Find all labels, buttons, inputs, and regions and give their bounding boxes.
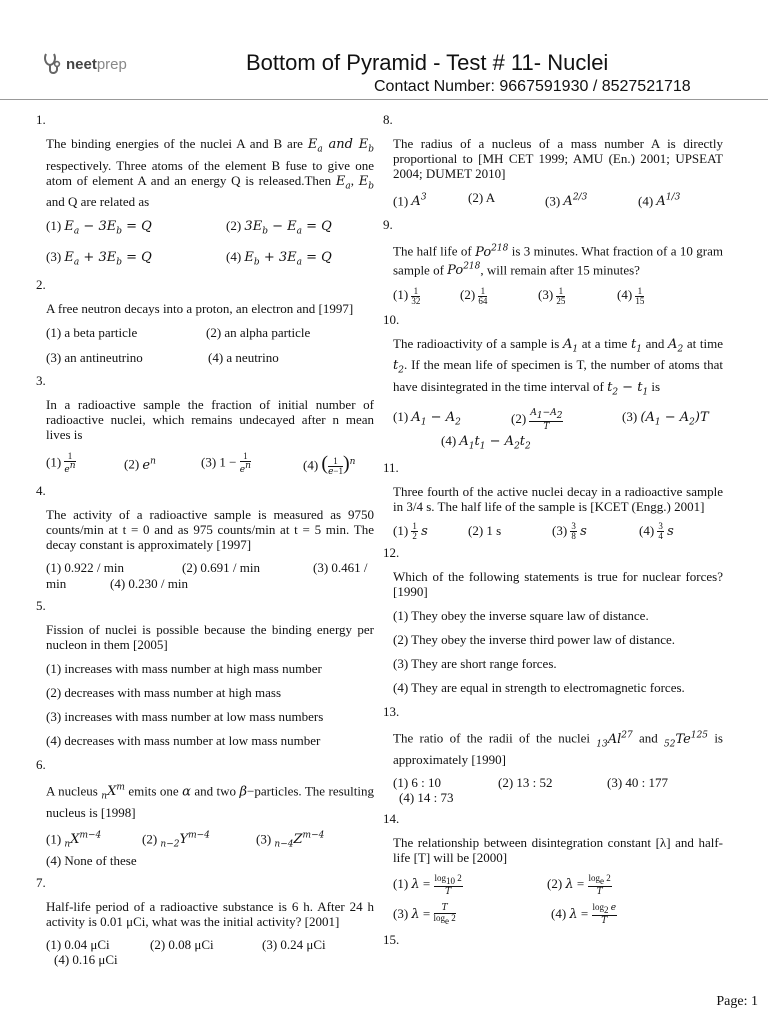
question-number: 7. <box>36 874 46 890</box>
question-number: 10. <box>383 311 400 327</box>
question-number: 14. <box>383 811 400 827</box>
logo-word-prep: prep <box>96 55 127 73</box>
option-1[interactable]: (1) They obey the inverse square law of distance. <box>393 608 649 624</box>
question-number: 5. <box>36 597 46 613</box>
question-number: 8. <box>383 112 393 127</box>
question-text: Half-life period of a radioactive substance is 6 h. After 24 h activity is 0.01 μCi, what was the initial activity? [2001] <box>46 898 374 929</box>
option-1[interactable]: (1) $A_1 - A_2$ <box>393 409 461 428</box>
option-3[interactable]: (3) $_{n-4}Z^{m-4}$ <box>256 830 325 850</box>
option-2[interactable]: (2) $3E_b - E_a = Q$ <box>226 218 332 237</box>
option-3[interactable]: (3) They are short range forces. <box>393 656 557 672</box>
option-2[interactable]: (2) decreases with mass number at high mass <box>46 684 282 700</box>
question-text: The radioactivity of a sample is $A_1$ at a time $t_1$ and $A_2$ at time $t_2$. If the mean life of specimen is T, the number of atoms that have disintegrated in the time interval of $t_2 - t_1$ is <box>393 335 723 398</box>
option-2[interactable]: (2) an alpha particle <box>206 325 311 341</box>
right-column <box>383 106 723 949</box>
option-2[interactable]: (2) λ = $\frac{\log_e 2}{T}$ <box>547 872 611 897</box>
question-number: 13. <box>383 704 400 720</box>
page-title: Bottom of Pyramid - Test # 11- Nuclei <box>246 50 609 75</box>
question-3 <box>36 372 374 476</box>
question-number: 9. <box>383 217 393 233</box>
option-4[interactable]: (4) They are equal in strength to electromagnetic forces. <box>393 680 685 696</box>
option-4[interactable]: (4) $A^{1/3}$ <box>638 193 681 210</box>
option-4[interactable]: (4) $A_1t_1 - A_2t_2$ <box>441 433 531 452</box>
question-5 <box>36 597 374 750</box>
option-3[interactable]: (3) 0.24 μCi <box>262 936 326 952</box>
options <box>393 775 723 805</box>
option-2[interactable]: (2) 1 s <box>468 522 502 538</box>
question-number: 2. <box>36 277 46 293</box>
question-text: Three fourth of the active nuclei decay in a radioactive sample in 3/4 s. The half life of the sample is [KCET (Engg.) 2001] <box>393 483 723 514</box>
question-1 <box>36 111 374 271</box>
question-11 <box>383 459 723 542</box>
question-7 <box>36 874 374 967</box>
question-12 <box>383 544 723 697</box>
question-text: The half life of Po$^{218}$ is 3 minutes. What fraction of a 10 gram sample of Po$^{218}$, will remain after 15 minutes? <box>393 243 724 278</box>
option-3[interactable]: (3) 1 − $\frac{1}{e^n}$ <box>201 451 251 476</box>
option-2[interactable]: (2) $_{n-2}Y^{m-4}$ <box>142 830 210 850</box>
option-3[interactable]: (3) increases with mass number at low mass numbers <box>46 708 324 724</box>
question-text: A free neutron decays into a proton, an electron and [1997] <box>46 301 354 317</box>
options <box>46 324 374 367</box>
left-column <box>36 106 374 967</box>
logo-word-neet: neet <box>66 55 97 73</box>
question-15 <box>383 931 723 949</box>
option-2[interactable]: (2) 0.08 μCi <box>150 936 214 952</box>
option-3[interactable]: (3) $A^{2/3}$ <box>545 193 588 210</box>
option-1[interactable]: (1) $_nX^{m-4}$ <box>46 830 102 850</box>
question-text: The activity of a radioactive sample is measured as 9750 counts/min at t = 0 and as 975 counts/min at t = 5 min. The decay constant is approximately [1997] <box>46 506 374 552</box>
options <box>46 937 374 967</box>
option-4[interactable]: (4) None of these <box>46 852 137 868</box>
question-6 <box>36 756 374 869</box>
question-number: 6. <box>36 756 46 772</box>
option-4[interactable]: (4) decreases with mass number at low mass number <box>46 732 321 748</box>
stethoscope-icon <box>42 52 64 76</box>
option-3[interactable]: (3) 0.461 / <box>313 559 368 575</box>
option-3[interactable]: (3) λ = $\frac{T}{\log_e 2}$ <box>393 903 456 926</box>
option-2[interactable]: (2) $\frac{A_1-A_2}{T}$ <box>511 408 563 433</box>
option-2[interactable]: (2) They obey the inverse third power law of distance. <box>393 632 676 648</box>
option-3[interactable]: (3) $E_a + 3E_b = Q$ <box>46 248 152 268</box>
options <box>46 660 374 750</box>
option-1[interactable]: (1) 6 : 10 <box>393 775 442 791</box>
option-3[interactable]: (3) $\frac{1}{25}$ <box>538 285 566 306</box>
question-text: A nucleus $_nX^m$ emits one α and two β−particles. The resulting nucleus is [1998] <box>46 782 374 820</box>
option-2[interactable]: (2) $e^n$ <box>124 456 156 473</box>
logo-wordmark <box>66 56 127 73</box>
options <box>46 560 374 592</box>
option-4[interactable]: (4) 14 : 73 <box>399 790 454 806</box>
option-2[interactable]: (2) A <box>468 190 496 205</box>
question-4 <box>36 482 374 592</box>
option-3[interactable]: (3) an antineutrino <box>46 350 143 366</box>
question-2 <box>36 276 374 367</box>
option-4[interactable]: (4) λ = $\frac{\log_2 e}{T}$ <box>551 902 617 926</box>
options <box>393 873 723 926</box>
options <box>46 828 374 869</box>
option-1[interactable]: (1) increases with mass number at high mass number <box>46 660 322 676</box>
question-text: Fission of nuclei is possible because the binding energy per nucleon in them [2005] <box>46 621 374 652</box>
page-number: Page: 1 <box>716 994 758 1009</box>
question-number: 4. <box>36 482 46 498</box>
question-number: 15. <box>383 931 400 947</box>
option-3[interactable]: (3) 40 : 177 <box>607 775 669 791</box>
question-14 <box>383 810 723 926</box>
question-text: The binding energies of the nuclei A and B are $E_a$ and $E_b$ respectively. Three atoms of the element B fuse to give one atom of element A and an energy Q is released.Then $E_a$, $E_b$ and Q are related as <box>46 136 375 210</box>
question-number: 12. <box>383 545 400 561</box>
option-2[interactable]: (2) 0.691 / min <box>182 559 260 575</box>
option-3[interactable]: (3) $(A_1 - A_2)T$ <box>622 409 709 428</box>
question-8 <box>383 111 723 211</box>
option-2[interactable]: (2) $\frac{1}{64}$ <box>460 285 488 306</box>
options <box>393 408 723 455</box>
question-text: The relationship between disintegration constant [λ] and half-life [T] will be [2000] <box>393 835 723 866</box>
option-1[interactable]: (1) a beta particle <box>46 325 138 341</box>
options <box>393 286 723 306</box>
option-1[interactable]: (1) 0.04 μCi <box>46 936 110 952</box>
page-header <box>0 0 768 100</box>
options <box>46 217 374 271</box>
question-text: The ratio of the radii of the nuclei $_{13}Al^{27}$ and $_{52}Te^{125}$ is approximately [1990] <box>393 730 723 768</box>
option-4[interactable]: (4) a neutrino <box>208 350 279 366</box>
options <box>393 607 723 697</box>
options <box>46 452 374 476</box>
option-2[interactable]: (2) 13 : 52 <box>498 775 553 791</box>
option-4[interactable]: (4) ( $\frac{1}{e-1}$ )$^n$ <box>303 452 356 477</box>
question-10 <box>383 311 723 456</box>
contact-number: Contact Number: 9667591930 / 8527521718 <box>374 78 691 95</box>
option-1[interactable]: (1) $E_a - 3E_b = Q$ <box>46 218 152 237</box>
question-number: 3. <box>36 373 46 389</box>
header-divider <box>0 99 768 100</box>
option-3[interactable]: (3) $\frac{3}{8}$ s <box>552 521 587 542</box>
option-1[interactable]: (1) $A^3$ <box>393 193 427 210</box>
option-1[interactable]: (1) 0.922 / min <box>46 559 124 575</box>
option-3-cont: min <box>46 575 67 591</box>
option-4[interactable]: (4) 0.16 μCi <box>54 951 118 967</box>
options <box>393 189 723 211</box>
options <box>393 522 723 542</box>
question-13 <box>383 703 723 805</box>
option-4[interactable]: (4) $\frac{3}{4}$ s <box>639 521 674 542</box>
question-9 <box>383 216 723 305</box>
option-4[interactable]: (4) $\frac{1}{15}$ <box>617 285 645 306</box>
option-1[interactable]: (1) λ = $\frac{\log_{10} 2}{T}$ <box>393 872 462 897</box>
question-text: The radius of a nucleus of a mass number A is directly proportional to [MH CET 1999; AMU (En.) 2001; UPSEAT 2004; DUMET 2010] <box>393 136 723 181</box>
option-4[interactable]: (4) 0.230 / min <box>110 575 188 591</box>
question-number: 1. <box>36 112 46 127</box>
option-1[interactable]: (1) $\frac{1}{2}$ s <box>393 521 428 542</box>
question-text: Which of the following statements is true for nuclear forces? [1990] <box>393 569 723 600</box>
question-text: In a radioactive sample the fraction of initial number of radioactive nuclei, which remains undecayed after n mean lives is <box>46 397 374 443</box>
neetprep-logo <box>42 52 127 76</box>
question-number: 11. <box>383 459 399 475</box>
option-1[interactable]: (1) $\frac{1}{e^n}$ <box>46 451 76 476</box>
option-4[interactable]: (4) $E_b + 3E_a = Q$ <box>226 248 332 268</box>
option-1[interactable]: (1) $\frac{1}{32}$ <box>393 285 421 306</box>
